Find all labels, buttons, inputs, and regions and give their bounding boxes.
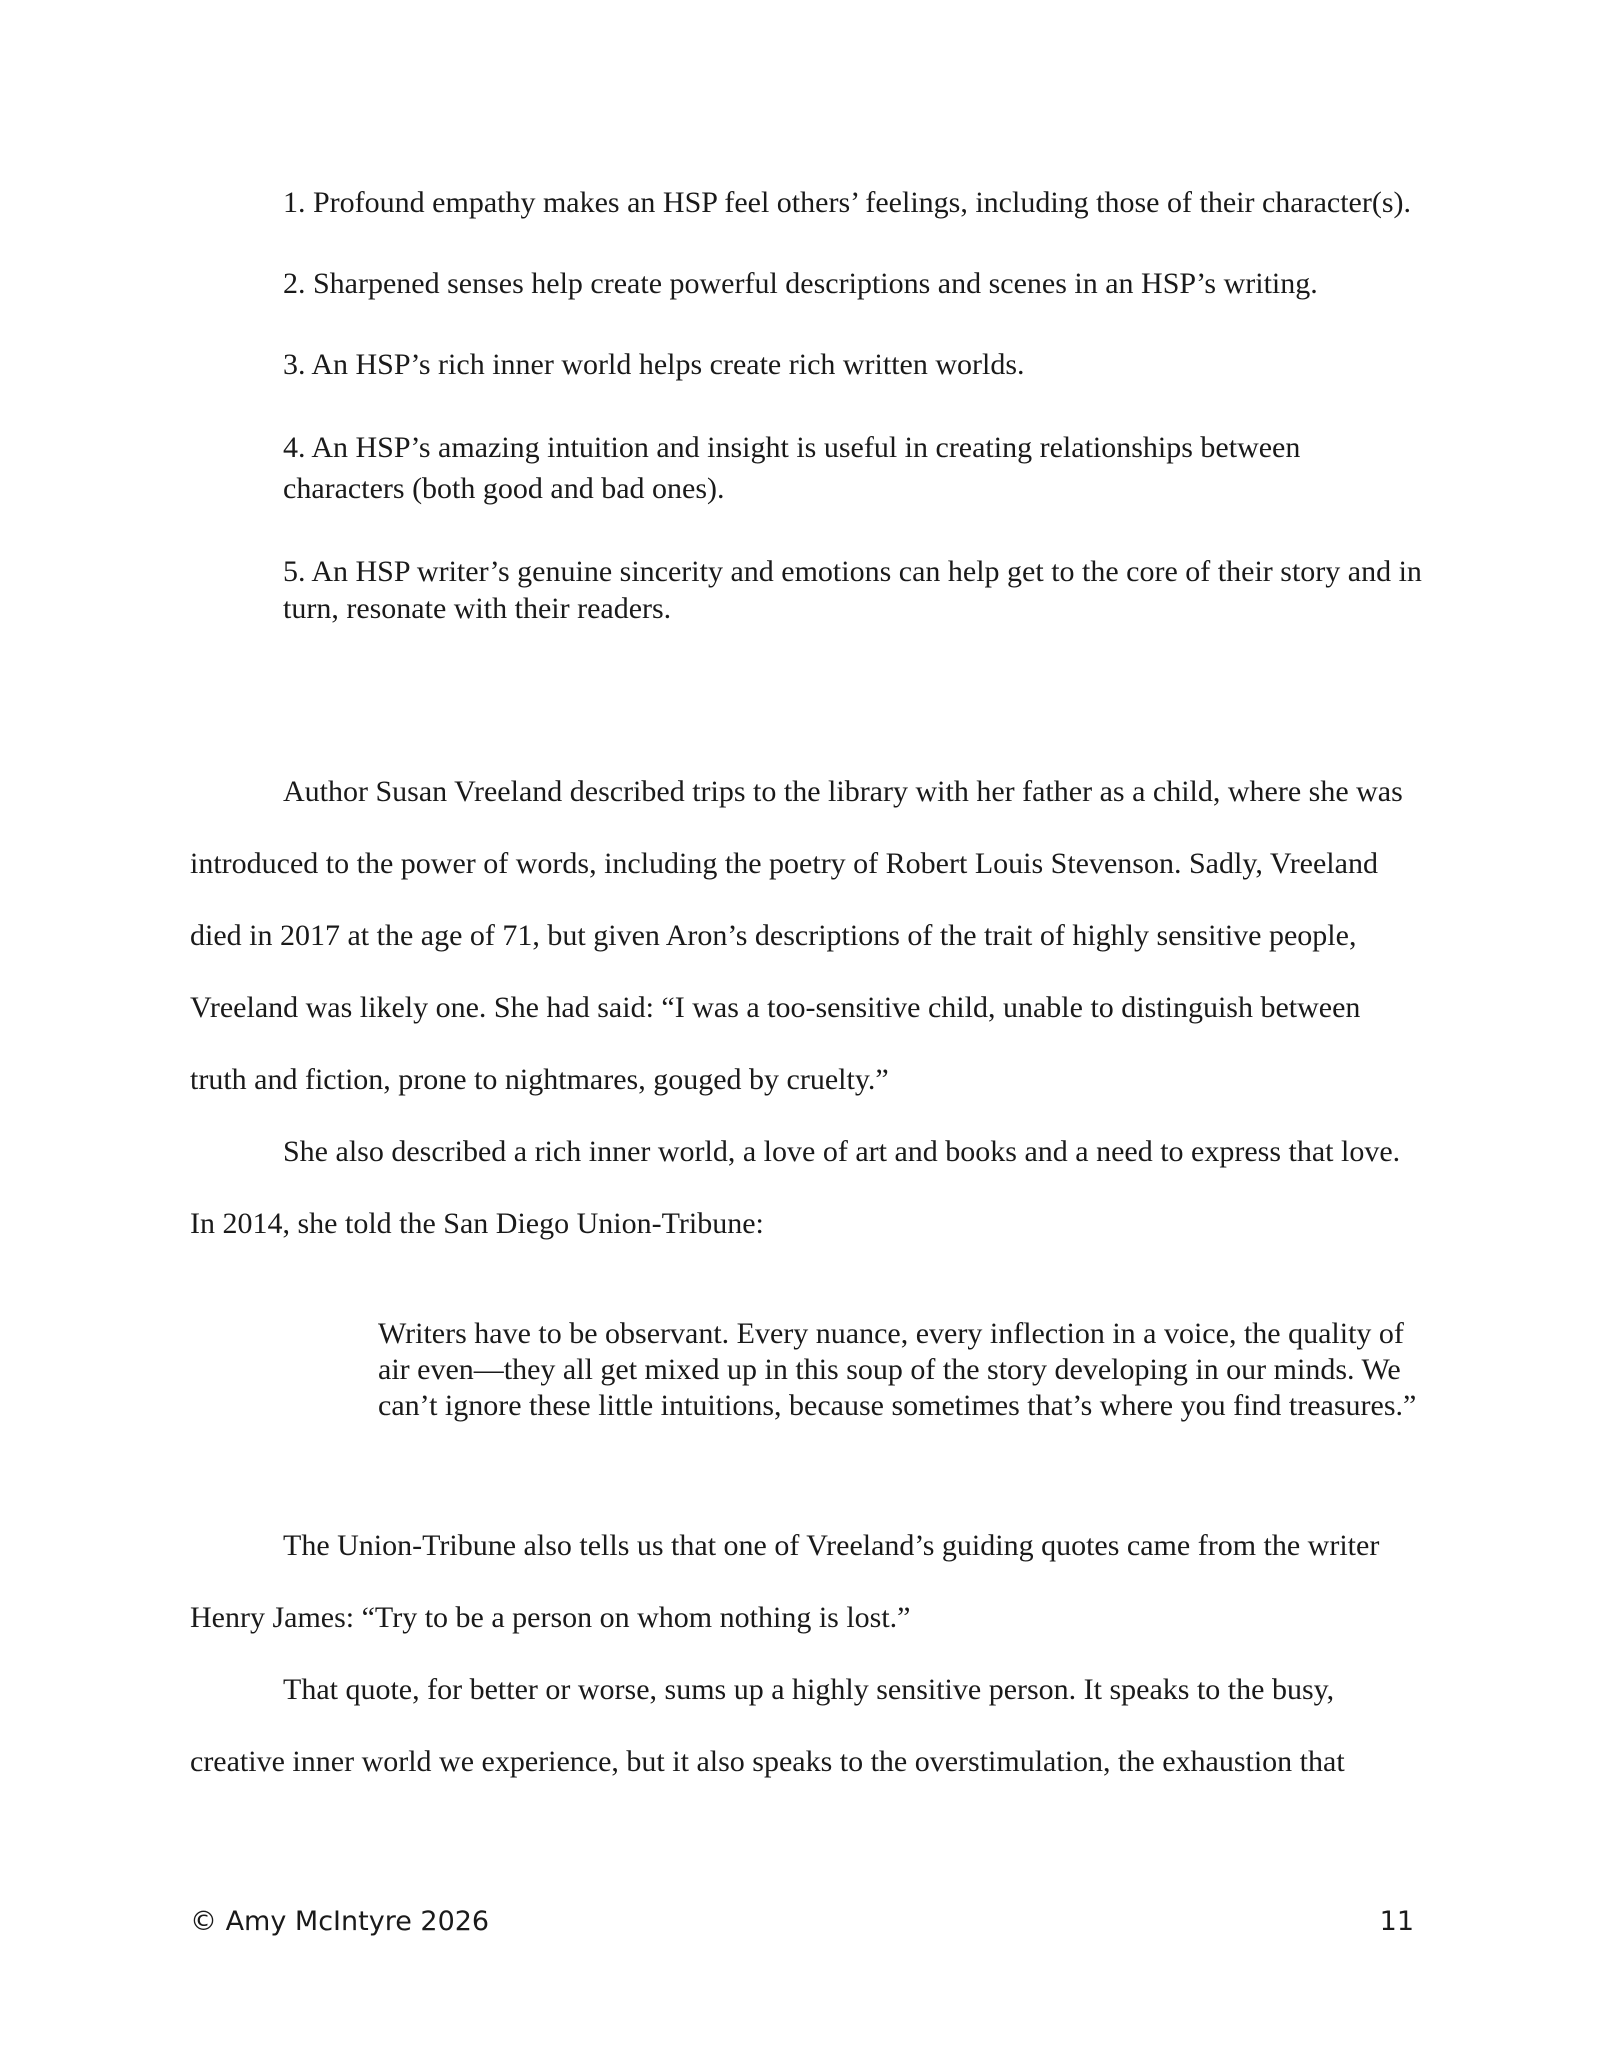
paragraph-henry-james: The Union-Tribune also tells us that one of Vreeland’s guiding quotes came from the writer Henry James: “Try to be a person on whom nothing is lost.” — [190, 1529, 1380, 1634]
copyright-notice: © Amy McIntyre 2026 — [190, 1906, 490, 1937]
list-item-2: 2. Sharpened senses help create powerful descriptions and scenes in an HSP’s writing. — [283, 267, 1318, 300]
paragraph-inner-world: She also described a rich inner world, a love of art and books and a need to express that love. In 2014, she told the San Diego Union-Tribune: — [190, 1135, 1401, 1240]
body-section-2 — [190, 1510, 1410, 1798]
page-footer — [190, 1906, 1414, 1946]
list-item-3: 3. An HSP’s rich inner world helps create rich written worlds. — [283, 348, 1025, 381]
paragraph-vreeland-intro: Author Susan Vreeland described trips to the library with her father as a child, where she was introduced to the power of words, including the poetry of Robert Louis Stevenson. Sadly, Vreeland died in 2017 at the age of 71, but given Aron’s descriptions of the trait of highly sensitive people, Vreeland was likely one. She had said: “I was a too-sensitive child, unable to distinguish between truth and fiction, prone to nightmares, gouged by cruelty.” — [190, 775, 1403, 1096]
list-item-5: 5. An HSP writer’s genuine sincerity and emotions can help get to the core of their story and in turn, resonate with their readers. — [283, 555, 1422, 625]
page-number: 11 — [1379, 1906, 1414, 1937]
list-item-1: 1. Profound empathy makes an HSP feel others’ feelings, including those of their character(s). — [283, 186, 1412, 219]
numbered-list — [283, 184, 1423, 671]
paragraph-sensitive-person: That quote, for better or worse, sums up a highly sensitive person. It speaks to the busy, creative inner world we experience, but it also speaks to the overstimulation, the exhaustion that — [190, 1673, 1345, 1778]
body-section-1 — [190, 756, 1410, 1260]
list-item-4: 4. An HSP’s amazing intuition and insight is useful in creating relationships between characters (both good and bad ones). — [283, 431, 1301, 505]
block-quote: Writers have to be observant. Every nuance, every inflection in a voice, the quality of air even—they all get mixed up in this soup of the story developing in our minds. We can’t ignore these little intuitions, because sometimes that’s where you find treasures.” — [378, 1317, 1417, 1422]
